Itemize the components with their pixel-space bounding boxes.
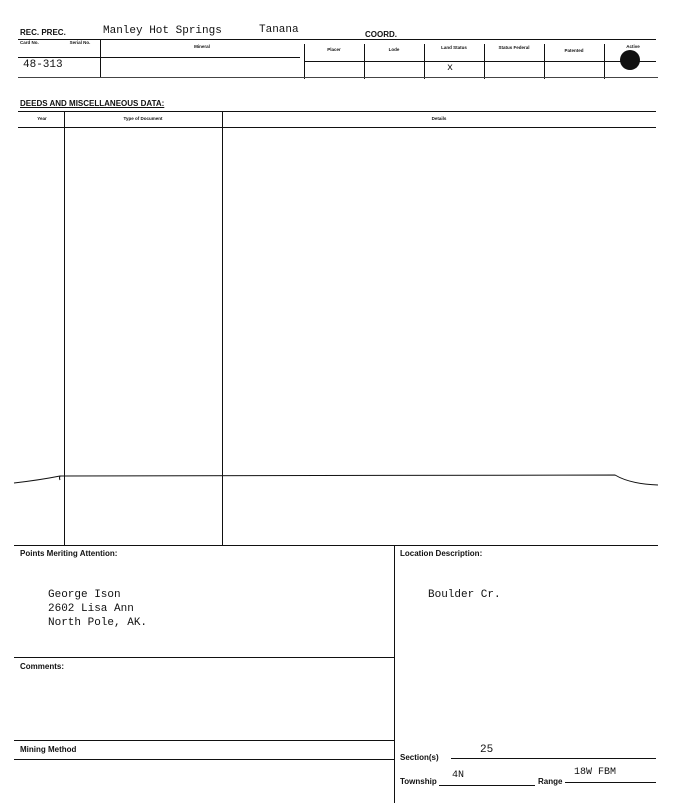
active-header: Active [626,44,640,49]
col-divider [424,44,425,79]
district-value: Tanana [259,24,299,36]
active-stamp-dot [620,50,640,70]
mining-label: Mining Method [20,745,77,754]
township-value: 4N [452,770,465,781]
header-bottom-line [18,77,658,78]
details-header: Details [431,116,447,121]
comments-label: Comments: [20,662,65,671]
page-seam [0,466,678,496]
col-divider [100,39,101,77]
card-no-header: Card No. [20,40,39,45]
header-top-line [18,39,656,40]
coord-label: COORD. [365,30,397,39]
comments-top-line [14,657,394,658]
range-line [565,782,656,783]
points-line-2: 2602 Lisa Ann [48,603,134,615]
rec-prec-value: Manley Hot Springs [103,25,222,37]
rec-prec-label: REC. PREC. [20,28,66,37]
patented-header: Patented [564,48,584,53]
bottom-section-top-line [14,545,658,546]
land-status-mark: x [447,63,454,74]
col-divider [604,44,605,79]
col-divider [544,44,545,79]
township-label: Township [400,777,437,786]
col-divider [304,44,305,79]
points-label: Points Meriting Attention: [20,549,118,558]
location-label: Location Description: [400,549,483,558]
points-line-1: George Ison [48,589,121,601]
land-status-header: Land Status [441,45,467,50]
serial-no-header: Serial No. [69,40,91,45]
placer-header: Placer [327,47,341,52]
township-line [439,785,535,786]
points-line-3: North Pole, AK. [48,617,148,629]
col-divider [484,44,485,79]
deeds-top-line [18,111,656,112]
mineral-header: Mineral [194,44,210,49]
status-federal-header: Status Federal [498,45,530,50]
bottom-center-divider [394,545,395,803]
deeds-header-bottom-line [18,127,656,128]
year-header: Year [37,116,47,121]
col-divider [364,44,365,79]
range-label: Range [538,777,563,786]
section-line [451,758,656,759]
card-no-value: 48-313 [23,59,63,71]
mining-bottom-line [14,759,394,760]
card-row-divider [18,57,300,58]
lode-header: Lode [388,47,400,52]
type-header: Type of Document [123,116,163,121]
deeds-title: DEEDS AND MISCELLANEOUS DATA: [20,99,165,108]
section-value: 25 [480,744,494,756]
range-value: 18W FBM [574,767,617,778]
section-label: Section(s) [400,753,439,762]
mining-top-line [14,740,394,741]
location-value: Boulder Cr. [428,589,501,601]
